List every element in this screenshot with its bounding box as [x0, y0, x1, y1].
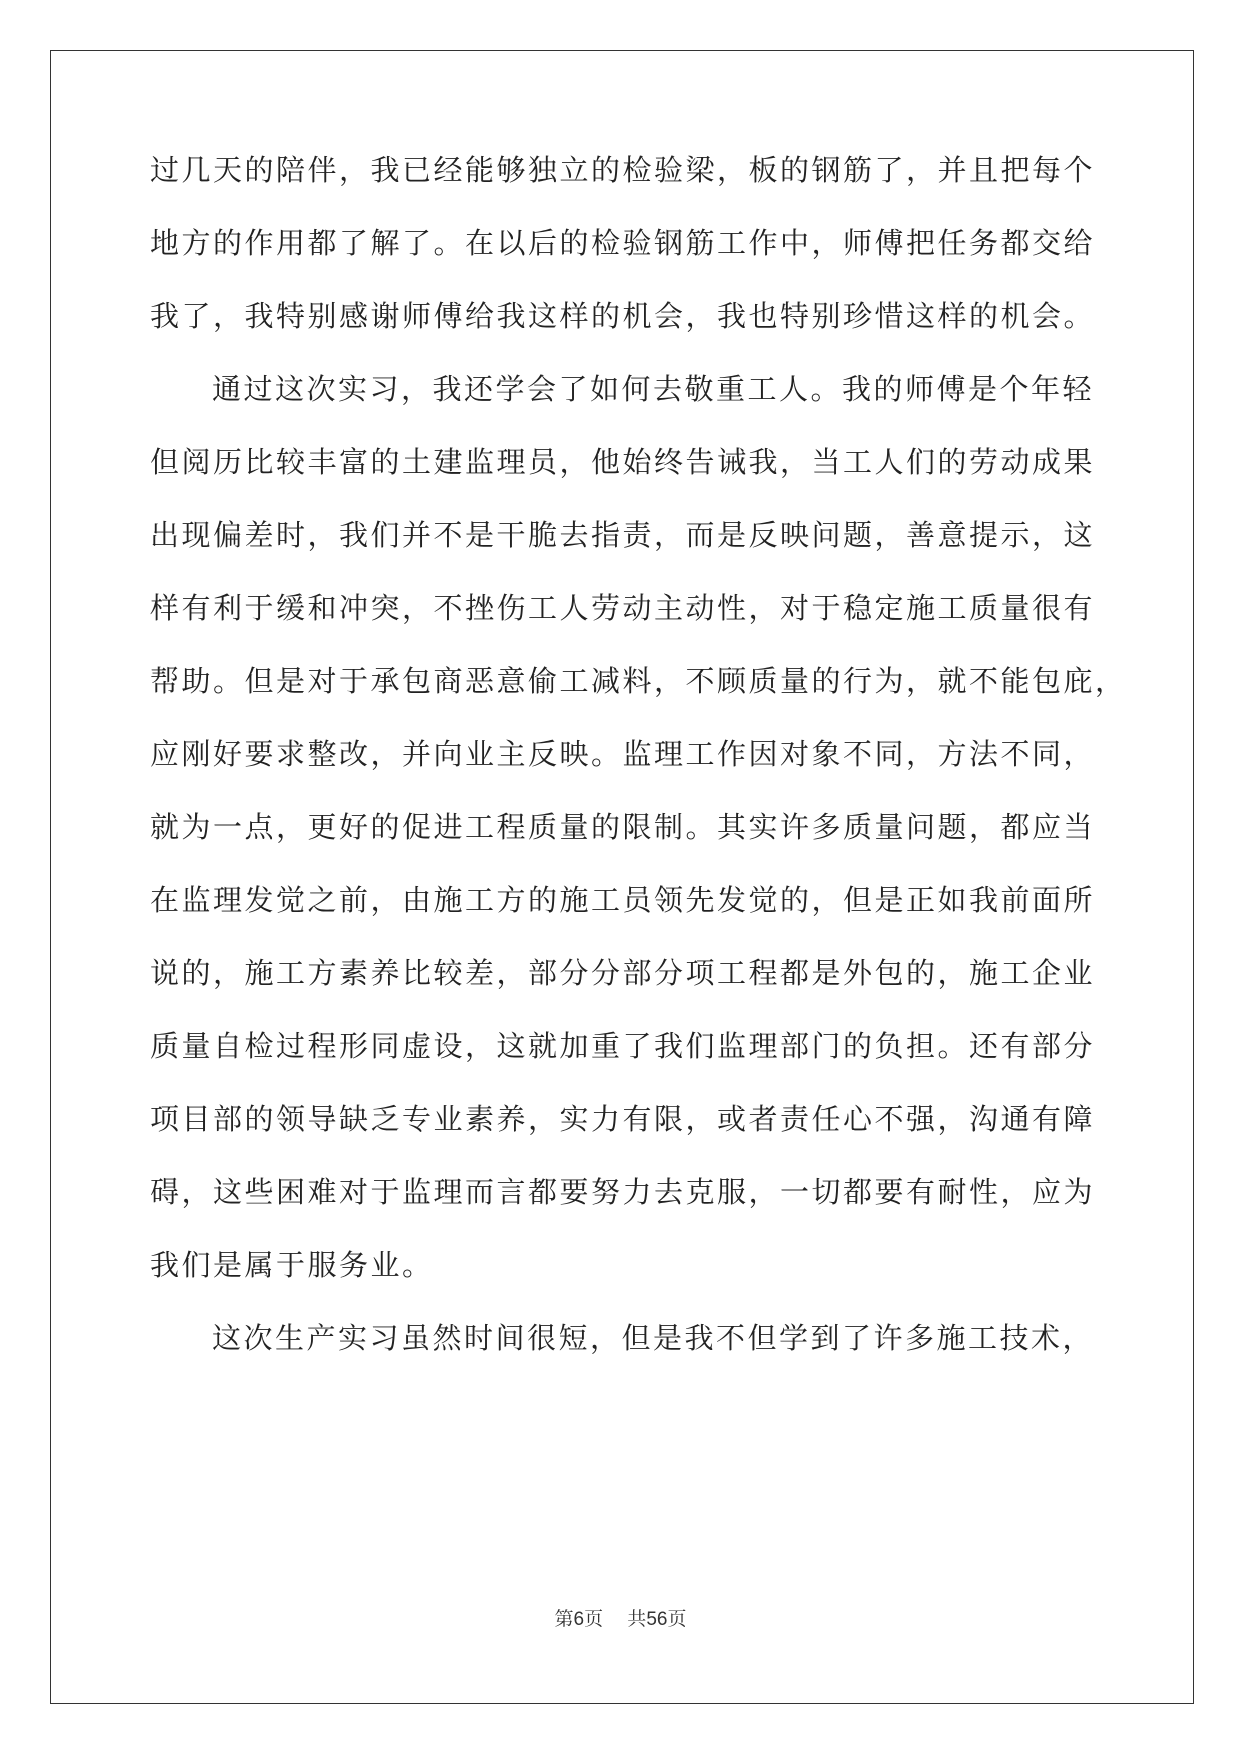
body-line: 但阅历比较丰富的土建监理员，他始终告诫我，当工人们的劳动成果 [150, 445, 1096, 479]
page-suffix: 页 [584, 1608, 604, 1630]
body-line: 说的，施工方素养比较差，部分分部分项工程都是外包的，施工企业 [150, 956, 1096, 990]
paragraph-first-line: 通过这次实习，我还学会了如何去敬重工人。我的师傅是个年轻 [212, 372, 1095, 406]
body-line: 帮助。但是对于承包商恶意偷工减料，不顾质量的行为，就不能包庇， [150, 664, 1127, 698]
body-line: 应刚好要求整改，并向业主反映。监理工作因对象不同，方法不同， [150, 737, 1096, 771]
total-prefix: 共 [627, 1608, 647, 1630]
total-pages: 56 [646, 1609, 668, 1630]
body-line: 在监理发觉之前，由施工方的施工员领先发觉的，但是正如我前面所 [150, 883, 1096, 917]
page-prefix: 第 [554, 1608, 574, 1630]
body-line: 我了，我特别感谢师傅给我这样的机会，我也特别珍惜这样的机会。 [150, 299, 1096, 333]
body-line: 就为一点，更好的促进工程质量的限制。其实许多质量问题，都应当 [150, 810, 1096, 844]
body-line: 过几天的陪伴，我已经能够独立的检验梁，板的钢筋了，并且把每个 [150, 153, 1096, 187]
body-line: 样有利于缓和冲突，不挫伤工人劳动主动性，对于稳定施工质量很有 [150, 591, 1096, 625]
body-line: 出现偏差时，我们并不是干脆去指责，而是反映问题，善意提示，这 [150, 518, 1096, 552]
paragraph-first-line: 这次生产实习虽然时间很短，但是我不但学到了许多施工技术， [212, 1321, 1095, 1355]
body-line: 碍，这些困难对于监理而言都要努力去克服，一切都要有耐性，应为 [150, 1175, 1096, 1209]
page-footer [0, 1604, 1241, 1631]
total-suffix: 页 [667, 1608, 687, 1630]
page-number: 6 [573, 1609, 585, 1630]
body-line: 质量自检过程形同虚设，这就加重了我们监理部门的负担。还有部分 [150, 1029, 1096, 1063]
body-line: 地方的作用都了解了。在以后的检验钢筋工作中，师傅把任务都交给 [150, 226, 1096, 260]
body-line: 项目部的领导缺乏专业素养，实力有限，或者责任心不强，沟通有障 [150, 1102, 1096, 1136]
body-line: 我们是属于服务业。 [150, 1248, 434, 1282]
